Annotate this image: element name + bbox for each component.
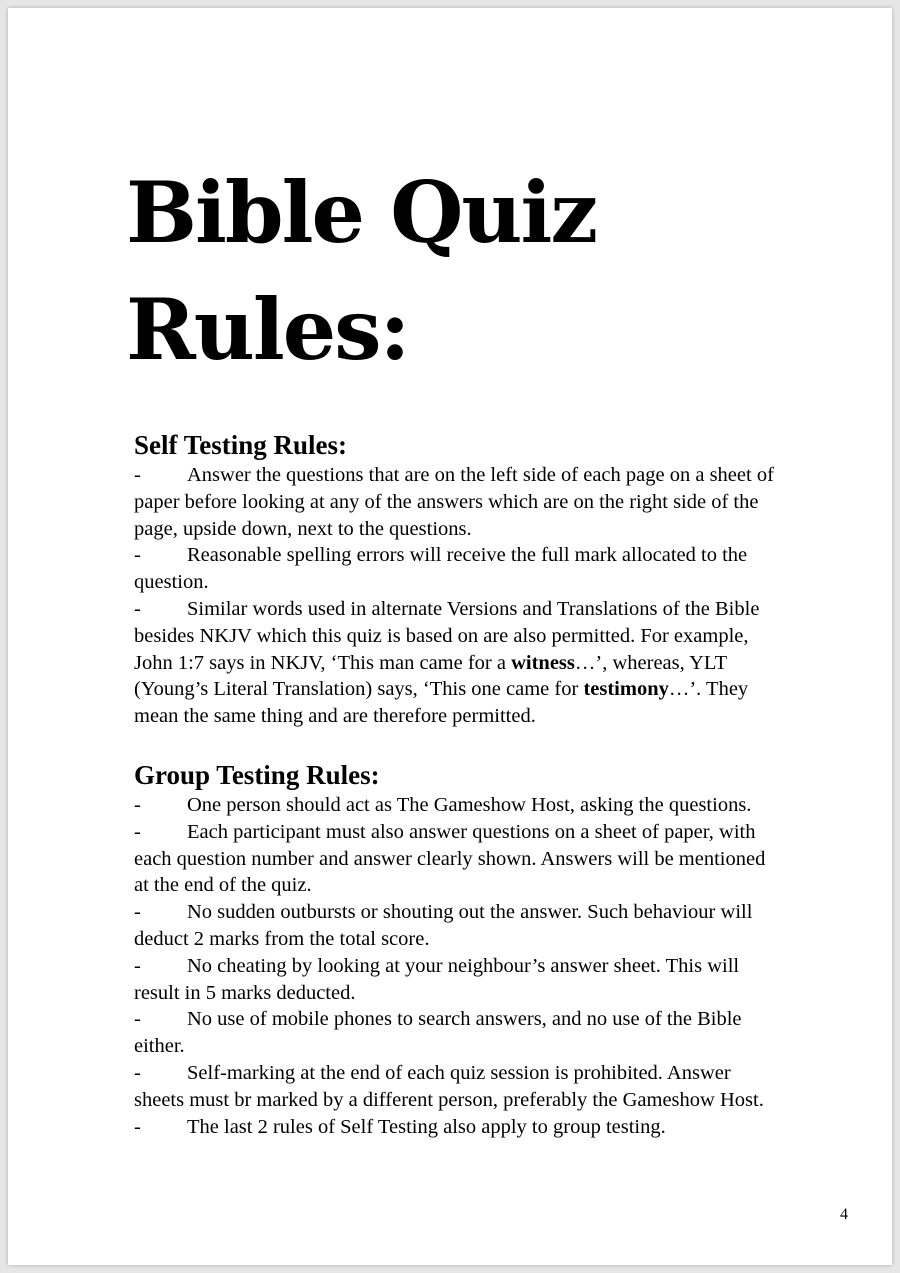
group-testing-rule-7 — [134, 1114, 784, 1141]
rule-bold-word: testimony — [583, 678, 669, 701]
rule-text: The last 2 rules of Self Testing also apply to group testing. — [187, 1115, 666, 1138]
group-testing-rule-1 — [134, 792, 784, 819]
rule-text: No use of mobile phones to search answers, and no use of the Bible either. — [134, 1008, 742, 1058]
group-testing-rule-5 — [134, 1006, 784, 1060]
document-page — [8, 8, 892, 1265]
rule-bullet: - — [134, 901, 141, 924]
rule-text: No cheating by looking at your neighbour’s answer sheet. This will result in 5 marks deducted. — [134, 954, 740, 1004]
group-testing-rule-4 — [134, 953, 784, 1007]
group-testing-rule-2 — [134, 819, 784, 899]
page-number: 4 — [840, 1206, 848, 1223]
rule-text: Reasonable spelling errors will receive the full mark allocated to the question. — [134, 544, 748, 594]
rule-text: No sudden outbursts or shouting out the answer. Such behaviour will deduct 2 marks from the total score. — [134, 901, 753, 950]
rule-bullet: - — [134, 597, 141, 620]
group-testing-section — [134, 758, 784, 1140]
rule-bullet: - — [134, 794, 141, 816]
rule-bullet: - — [134, 1061, 141, 1084]
self-testing-rule-3 — [134, 596, 784, 730]
self-testing-heading: Self Testing Rules: — [134, 430, 348, 460]
rule-bullet: - — [134, 544, 141, 567]
title-line-2: Rules: — [126, 280, 409, 379]
rule-text-part: Similar words used in alternate Versions and Translations of the Bible besides NKJV which this quiz is based on are also permitted. For example, John 1:7 says in NKJV, ‘This man came for a — [134, 597, 760, 674]
rule-bullet: - — [134, 1115, 141, 1138]
rule-bullet: - — [134, 464, 141, 486]
rule-text: Self-marking at the end of each quiz session is prohibited. Answer sheets must br marked by a different person, preferably the Gameshow Host. — [134, 1061, 764, 1111]
self-testing-section — [134, 428, 784, 730]
group-testing-rule-3 — [134, 899, 784, 953]
rule-text: Answer the questions that are on the left side of each page on a sheet of paper before looking at any of the answers which are on the right side of the page, upside down, next to the questions. — [134, 464, 774, 540]
rule-bold-word: witness — [511, 651, 575, 674]
rule-bullet: - — [134, 954, 141, 977]
rule-text: Each participant must also answer questions on a sheet of paper, with each question number and answer clearly shown. Answers will be mentioned at the end of the quiz. — [134, 820, 766, 897]
self-testing-rule-2 — [134, 542, 784, 596]
self-testing-rule-1 — [134, 462, 784, 542]
page-title — [126, 154, 596, 388]
rule-bullet: - — [134, 1008, 141, 1031]
rule-bullet: - — [134, 820, 141, 843]
group-testing-rule-6 — [134, 1060, 784, 1114]
rule-text-part: …’, whereas, YLT (Young’s Literal Translation) says, ‘This one came for — [134, 651, 727, 701]
group-testing-heading: Group Testing Rules: — [134, 760, 380, 790]
rule-text-part: …’. They mean the same thing and are therefore permitted. — [134, 678, 749, 728]
rule-text: One person should act as The Gameshow Host, asking the questions. — [187, 794, 752, 816]
title-line-1: Bible Quiz — [126, 163, 597, 262]
